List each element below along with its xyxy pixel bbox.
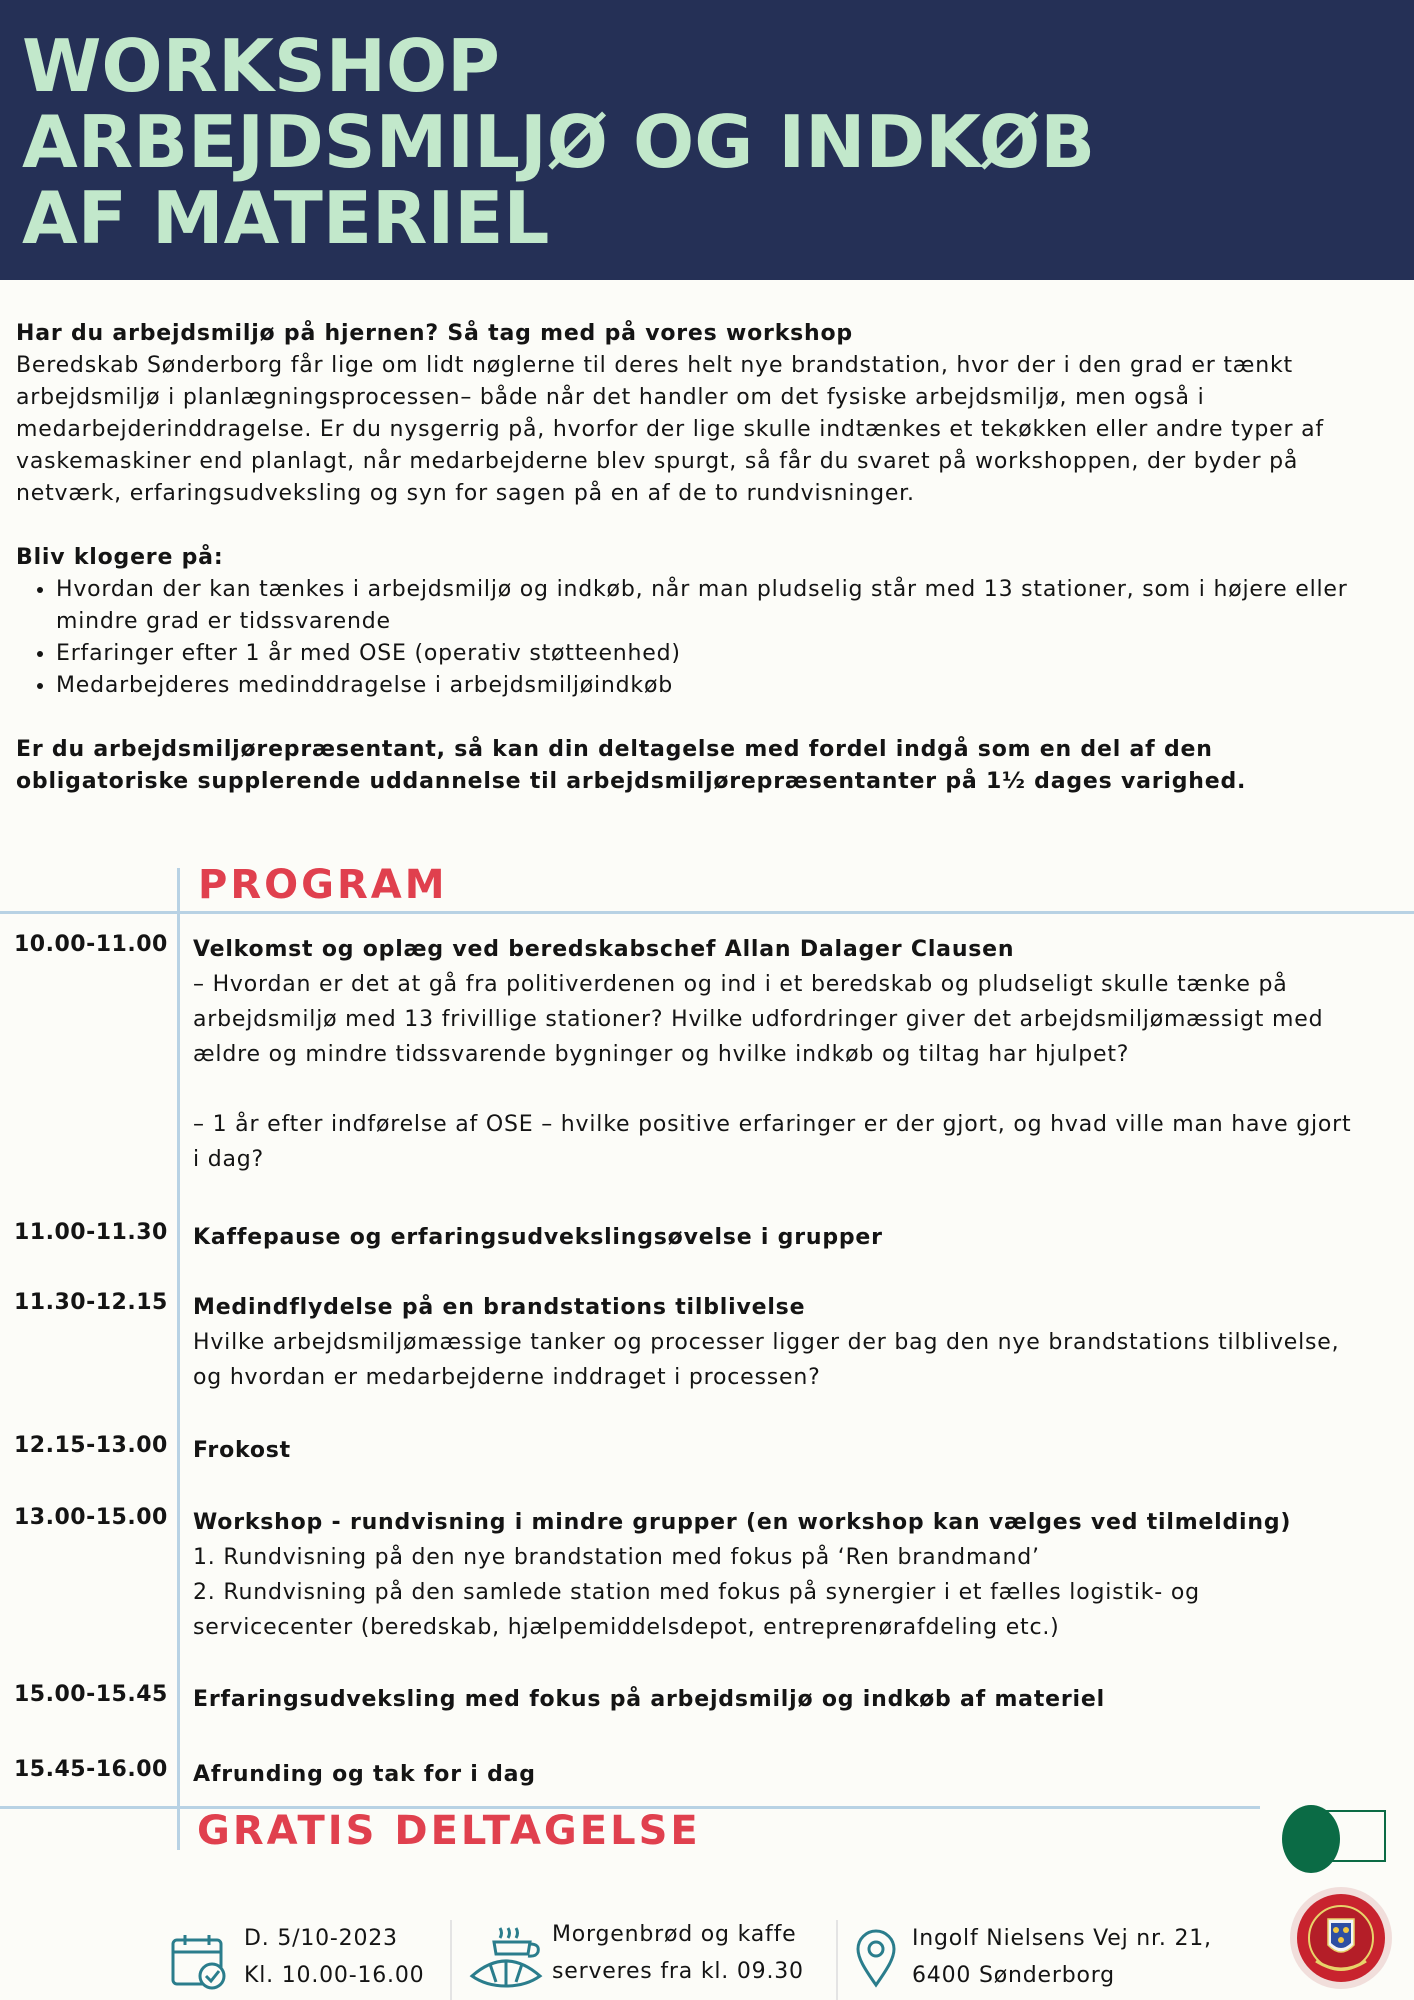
title-line: WORKSHOP bbox=[22, 24, 500, 108]
slot-time: 11.00-11.30 bbox=[14, 1220, 168, 1245]
slot-description-line: 2. Rundvisning på den samlede station med fokus på synergier i et fælles logistik- og bbox=[193, 1580, 1200, 1605]
slot-time: 13.00-15.00 bbox=[14, 1505, 168, 1530]
slot-time: 11.30-12.15 bbox=[14, 1290, 168, 1315]
slot-body bbox=[193, 1505, 1393, 1645]
food-text: serveres fra kl. 09.30 bbox=[552, 1959, 804, 1984]
header-banner bbox=[0, 0, 1414, 280]
date-text: D. 5/10-2023 bbox=[244, 1926, 398, 1951]
location-pin-icon bbox=[854, 1928, 898, 1988]
slot-body bbox=[193, 1757, 1393, 1792]
slot-time: 15.00-15.45 bbox=[14, 1682, 168, 1707]
slot-body bbox=[193, 932, 1393, 1177]
slot-time: 10.00-11.00 bbox=[14, 932, 168, 957]
slot-description-line: arbejdsmiljø med 13 frivillige stationer? Hvilke udfordringer giver det arbejdsmiljømæssigt med bbox=[193, 1007, 1324, 1032]
intro-line: Beredskab Sønderborg får lige om lidt nøglerne til deres helt nye brandstation, hvor der i den grad er tænkt bbox=[16, 353, 1293, 378]
slot-body bbox=[193, 1290, 1393, 1395]
timeline-line bbox=[177, 868, 180, 1850]
slot-time: 15.45-16.00 bbox=[14, 1757, 168, 1782]
slot-description-line: Hvilke arbejdsmiljømæssige tanker og processer ligger der bag den nye brandstations tilblivelse, bbox=[193, 1330, 1340, 1355]
intro-line: arbejdsmiljø i planlægningsprocessen– både når det handler om det fysiske arbejdsmiljø, men også i bbox=[16, 385, 1205, 410]
intro-paragraph bbox=[16, 350, 1406, 510]
intro-line: vaskemaskiner end planlagt, når medarbejderne blev spurgt, så får du svaret på workshoppen, der byder på bbox=[16, 449, 1299, 474]
calendar-check-icon bbox=[170, 1932, 228, 1990]
slot-body bbox=[193, 1220, 1393, 1255]
slot-title: Workshop - rundvisning i mindre grupper (en workshop kan vælges ved tilmelding) bbox=[193, 1510, 1292, 1535]
page-title bbox=[22, 24, 1096, 260]
intro-line: netværk, erfaringsudveksling og syn for sagen på en af de to rundvisninger. bbox=[16, 481, 915, 506]
list-item: • Hvordan der kan tænkes i arbejdsmiljø og indkøb, når man pludselig står med 13 stationer, som i højere eller mindre grad er tidssvarende bbox=[56, 574, 1406, 638]
food-text: Morgenbrød og kaffe bbox=[552, 1922, 797, 1947]
bliv-heading: Bliv klogere på: bbox=[16, 545, 224, 570]
time-text: Kl. 10.00-16.00 bbox=[244, 1963, 425, 1988]
footer-separator bbox=[450, 1920, 452, 2000]
event-date bbox=[244, 1920, 424, 1994]
title-line: AF MATERIEL bbox=[22, 176, 550, 260]
slot-description-line: og hvordan er medarbejderne inddraget i processen? bbox=[193, 1365, 821, 1390]
slot-title: Erfaringsudveksling med fokus på arbejdsmiljø og indkøb af materiel bbox=[193, 1687, 1105, 1712]
gratis-heading: GRATIS DELTAGELSE bbox=[197, 1808, 701, 1854]
breakfast-info bbox=[552, 1916, 804, 1990]
slot-title: Kaffepause og erfaringsudvekslingsøvelse i grupper bbox=[193, 1225, 883, 1250]
intro-line: medarbejderinddragelse. Er du nysgerrig på, hvorfor der lige skulle indtænkes et tekøkken eller andre typer af bbox=[16, 417, 1324, 442]
slot-title: Afrunding og tak for i dag bbox=[193, 1762, 536, 1787]
slot-description-line: – Hvordan er det at gå fra politiverdenen og ind i et beredskab og pludseligt skulle tænke på bbox=[193, 972, 1288, 997]
address bbox=[912, 1920, 1212, 1994]
decor-oval bbox=[1282, 1805, 1340, 1873]
bliv-list bbox=[16, 574, 1406, 702]
slot-title: Frokost bbox=[193, 1438, 291, 1463]
slot-body bbox=[193, 1682, 1393, 1717]
address-text: Ingolf Nielsens Vej nr. 21, bbox=[912, 1926, 1212, 1951]
slot-title: Velkomst og oplæg ved beredskabschef Allan Dalager Clausen bbox=[193, 937, 1015, 962]
slot-time: 12.15-13.00 bbox=[14, 1433, 168, 1458]
list-item: • Medarbejderes medinddragelse i arbejdsmiljøindkøb bbox=[56, 670, 1406, 702]
slot-description-line: i dag? bbox=[193, 1147, 264, 1172]
danske-beredskaber-seal-icon bbox=[1288, 1885, 1394, 1991]
slot-description-line: – 1 år efter indførelse af OSE – hvilke positive erfaringer er der gjort, og hvad ville man have gjort bbox=[193, 1112, 1352, 1137]
address-text: 6400 Sønderborg bbox=[912, 1963, 1115, 1988]
note-line: Er du arbejdsmiljørepræsentant, så kan din deltagelse med fordel indgå som en del af den bbox=[16, 737, 1213, 762]
slot-description-line: 1. Rundvisning på den nye brandstation med fokus på ‘Ren brandmand’ bbox=[193, 1545, 1040, 1570]
croissant-coffee-icon bbox=[466, 1924, 546, 1992]
representative-note bbox=[16, 734, 1406, 798]
program-heading: PROGRAM bbox=[198, 862, 448, 908]
slot-description-line bbox=[193, 1072, 1393, 1107]
note-line: obligatoriske supplerende uddannelse til arbejdsmiljørepræsentanter på 1½ dages varighed. bbox=[16, 769, 1247, 794]
slot-description-line: servicecenter (beredskab, hjælpemiddelsdepot, entreprenørafdeling etc.) bbox=[193, 1615, 1060, 1640]
slot-description-line: ældre og mindre tidssvarende bygninger og hvilke indkøb og tiltag har hjulpet? bbox=[193, 1042, 1130, 1067]
footer-separator bbox=[836, 1920, 838, 2000]
slot-body bbox=[193, 1433, 1393, 1468]
intro-section bbox=[16, 318, 1406, 798]
title-line: ARBEJDSMILJØ OG INDKØB bbox=[22, 100, 1096, 184]
list-item: • Erfaringer efter 1 år med OSE (operativ støtteenhed) bbox=[56, 638, 1406, 670]
program-divider-top bbox=[0, 911, 1414, 914]
intro-lead: Har du arbejdsmiljø på hjernen? Så tag med på vores workshop bbox=[16, 321, 853, 346]
slot-title: Medindflydelse på en brandstations tilblivelse bbox=[193, 1295, 806, 1320]
